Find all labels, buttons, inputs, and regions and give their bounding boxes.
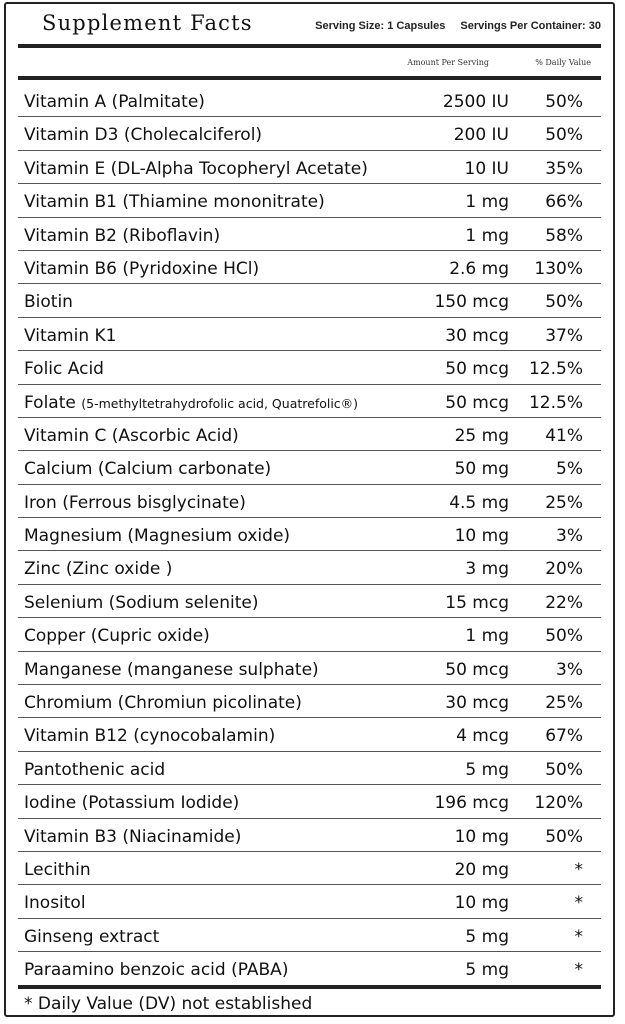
panel-title: Supplement Facts <box>42 11 253 35</box>
top-divider <box>18 44 601 48</box>
nutrient-row <box>18 485 601 518</box>
nutrient-amount: 2.6 mg <box>449 258 509 279</box>
nutrient-name <box>24 453 271 486</box>
nutrient-name-text: Paraamino benzoic acid (PABA) <box>24 960 289 981</box>
nutrient-amount: 10 mg <box>454 893 509 914</box>
nutrient-daily-value: 130% <box>534 258 583 279</box>
nutrient-name <box>24 687 302 720</box>
nutrient-amount: 20 mg <box>454 859 509 880</box>
nutrient-row <box>18 685 601 718</box>
nutrient-name <box>24 353 104 386</box>
nutrient-name <box>24 420 239 453</box>
nutrient-amount: 50 mcg <box>445 392 509 413</box>
nutrient-name-text: Lecithin <box>24 859 91 880</box>
nutrient-amount: 25 mg <box>454 425 509 446</box>
nutrient-daily-value: 35% <box>545 158 583 179</box>
nutrient-name-text: Chromium (Chromiun picolinate) <box>24 693 302 714</box>
nutrient-name <box>24 887 86 920</box>
nutrient-daily-value: 50% <box>545 826 583 847</box>
nutrient-daily-value: 50% <box>545 125 583 146</box>
nutrient-amount: 15 mcg <box>445 592 509 613</box>
nutrient-row <box>18 385 601 418</box>
nutrient-name <box>24 286 73 319</box>
nutrient-row <box>18 218 601 251</box>
nutrient-daily-value: 22% <box>545 592 583 613</box>
nutrient-name <box>24 954 288 987</box>
nutrient-amount: 4 mcg <box>456 726 509 747</box>
nutrient-amount: 196 mcg <box>434 793 509 814</box>
nutrient-name-detail: (5-methyltetrahydrofolic acid, Quatrefolic®) <box>81 395 359 411</box>
nutrient-daily-value: 25% <box>545 492 583 513</box>
nutrient-name-text: Zinc (Zinc oxide ) <box>24 559 173 580</box>
nutrient-row <box>18 652 601 685</box>
amount-column-header: Amount Per Serving <box>407 58 489 67</box>
nutrient-row <box>18 418 601 451</box>
nutrient-amount: 1 mg <box>465 626 509 647</box>
nutrient-name <box>24 320 117 353</box>
nutrient-row <box>18 952 601 985</box>
nutrient-name <box>24 553 172 586</box>
nutrient-amount: 200 IU <box>453 125 509 146</box>
nutrient-daily-value: 25% <box>545 693 583 714</box>
nutrient-name-text: Vitamin B2 (Riboflavin) <box>24 225 221 246</box>
nutrient-amount: 4.5 mg <box>449 492 509 513</box>
nutrient-amount: 30 mcg <box>445 325 509 346</box>
nutrient-name <box>24 387 358 420</box>
nutrient-daily-value: 50% <box>545 92 583 112</box>
nutrient-name-text: Calcium (Calcium carbonate) <box>24 459 272 480</box>
nutrient-row <box>18 618 601 651</box>
nutrient-daily-value: 58% <box>545 225 583 246</box>
nutrient-name <box>24 86 205 119</box>
nutrient-name-text: Vitamin B1 (Thiamine mononitrate) <box>24 192 325 213</box>
nutrient-name-text: Vitamin A (Palmitate) <box>24 92 205 112</box>
nutrient-name-text: Vitamin B6 (Pyridoxine HCl) <box>24 258 260 279</box>
nutrient-amount: 10 mg <box>454 526 509 547</box>
nutrient-name <box>24 654 319 687</box>
nutrient-row <box>18 919 601 952</box>
nutrient-name <box>24 720 275 753</box>
nutrient-daily-value: 50% <box>545 292 583 313</box>
nutrient-name <box>24 754 165 787</box>
nutrient-row <box>18 318 601 351</box>
nutrient-row <box>18 785 601 818</box>
nutrient-amount: 2500 IU <box>442 92 509 112</box>
nutrient-name <box>24 153 368 186</box>
nutrient-daily-value: * <box>574 960 583 981</box>
nutrient-name-text: Magnesium (Magnesium oxide) <box>24 526 291 547</box>
nutrient-row <box>18 752 601 785</box>
nutrient-name-text: Iron (Ferrous bisglycinate) <box>24 492 246 513</box>
nutrient-row <box>18 184 601 217</box>
nutrient-daily-value: * <box>574 859 583 880</box>
nutrient-row <box>18 84 601 117</box>
nutrient-row <box>18 718 601 751</box>
nutrient-row <box>18 351 601 384</box>
nutrient-amount: 3 mg <box>465 559 509 580</box>
nutrient-row <box>18 819 601 852</box>
nutrient-amount: 50 mg <box>454 459 509 480</box>
nutrient-daily-value: 37% <box>545 325 583 346</box>
nutrient-amount: 1 mg <box>465 192 509 213</box>
nutrient-name-text: Selenium (Sodium selenite) <box>24 592 259 613</box>
header-divider <box>18 76 601 80</box>
nutrient-amount: 30 mcg <box>445 693 509 714</box>
nutrient-amount: 50 mcg <box>445 359 509 380</box>
nutrient-daily-value: 5% <box>556 459 583 480</box>
nutrient-daily-value: * <box>574 893 583 914</box>
nutrient-name <box>24 220 220 253</box>
nutrient-row <box>18 585 601 618</box>
nutrient-daily-value: 3% <box>556 526 583 547</box>
nutrient-amount: 150 mcg <box>434 292 509 313</box>
nutrient-name <box>24 787 239 820</box>
nutrient-daily-value: 67% <box>545 726 583 747</box>
nutrient-name-text: Pantothenic acid <box>24 759 166 780</box>
nutrient-name <box>24 620 210 653</box>
nutrient-daily-value: 20% <box>545 559 583 580</box>
nutrient-daily-value: 41% <box>545 425 583 446</box>
nutrient-name-text: Copper (Cupric oxide) <box>24 626 210 647</box>
nutrient-name-text: Iodine (Potassium Iodide) <box>24 793 240 814</box>
nutrient-row <box>18 852 601 885</box>
nutrient-name <box>24 854 91 887</box>
nutrient-amount: 50 mcg <box>445 659 509 680</box>
nutrient-name-text: Vitamin C (Ascorbic Acid) <box>24 425 239 446</box>
nutrient-daily-value: 12.5% <box>528 392 583 413</box>
daily-value-column-header: % Daily Value <box>535 58 591 67</box>
nutrient-name <box>24 119 262 152</box>
nutrient-row <box>18 551 601 584</box>
nutrient-amount: 10 IU <box>464 158 509 179</box>
serving-info <box>315 20 601 32</box>
nutrient-name-text: Vitamin D3 (Cholecalciferol) <box>24 125 263 146</box>
nutrient-daily-value: 50% <box>545 626 583 647</box>
nutrient-daily-value: 12.5% <box>528 359 583 380</box>
nutrient-row <box>18 284 601 317</box>
nutrient-name-text: Inositol <box>24 893 86 914</box>
nutrient-daily-value: 120% <box>534 793 583 814</box>
nutrient-name <box>24 487 246 520</box>
nutrient-amount: 10 mg <box>454 826 509 847</box>
nutrient-name <box>24 520 290 553</box>
nutrient-name-text: Biotin <box>24 292 73 313</box>
nutrient-row <box>18 518 601 551</box>
nutrient-name-text: Vitamin E (DL-Alpha Tocopheryl Acetate) <box>24 158 368 179</box>
nutrient-name <box>24 921 159 954</box>
nutrient-name-text: Folic Acid <box>24 359 104 380</box>
nutrient-row <box>18 251 601 284</box>
nutrient-name <box>24 587 259 620</box>
nutrient-amount: 5 mg <box>465 960 509 981</box>
nutrient-name-text: Vitamin K1 <box>24 325 117 346</box>
nutrient-amount: 5 mg <box>465 759 509 780</box>
nutrient-amount: 1 mg <box>465 225 509 246</box>
footnote: * Daily Value (DV) not established <box>24 994 313 1014</box>
supplement-facts-panel <box>4 2 615 1017</box>
nutrient-daily-value: 50% <box>545 759 583 780</box>
nutrient-row <box>18 151 601 184</box>
nutrient-name-text: Manganese (manganese sulphate) <box>24 659 319 680</box>
nutrient-name-text: Ginseng extract <box>24 926 160 947</box>
nutrient-row <box>18 885 601 918</box>
nutrient-name-text: Vitamin B3 (Niacinamide) <box>24 826 242 847</box>
nutrient-table <box>18 84 601 986</box>
nutrient-row <box>18 117 601 150</box>
nutrient-daily-value: * <box>574 926 583 947</box>
servings-per-container: Servings Per Container: 30 <box>460 20 601 32</box>
nutrient-name-text: Folate <box>24 392 76 413</box>
nutrient-name <box>24 821 241 854</box>
nutrient-name-text: Vitamin B12 (cynocobalamin) <box>24 726 276 747</box>
bottom-divider <box>18 985 601 989</box>
nutrient-daily-value: 66% <box>545 192 583 213</box>
nutrient-daily-value: 3% <box>556 659 583 680</box>
serving-size: Serving Size: 1 Capsules <box>315 20 446 32</box>
nutrient-row <box>18 451 601 484</box>
nutrient-name <box>24 186 325 219</box>
nutrient-amount: 5 mg <box>465 926 509 947</box>
nutrient-name <box>24 253 259 286</box>
